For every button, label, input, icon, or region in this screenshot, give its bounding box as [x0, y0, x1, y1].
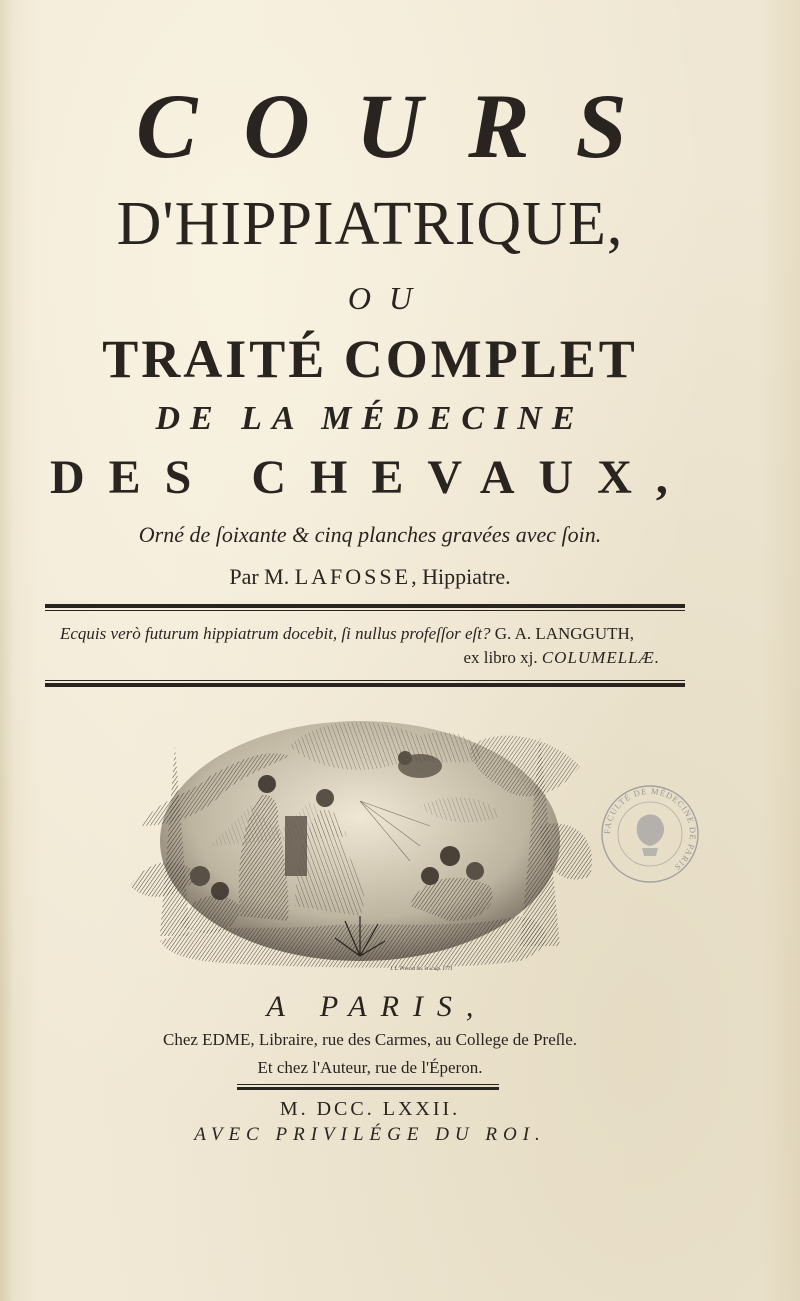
epigraph-attribution: G. A. LANGGUTH,: [494, 624, 635, 643]
author-name: LAFOSSE: [294, 564, 412, 589]
epigraph-source-prefix: ex libro xj.: [463, 648, 538, 667]
author-suffix: , Hippiatre.: [411, 564, 511, 589]
library-stamp-icon: [598, 782, 702, 886]
imprint-rule: [237, 1084, 499, 1090]
imprint-date: M. DCC. LXXII.: [279, 1098, 461, 1120]
author-line: [80, 564, 660, 590]
imprint-publisher: Chez EDME, Libraire, rue des Carmes, au College de Preſle.: [162, 1030, 577, 1049]
top-double-rule: [45, 604, 685, 612]
epigraph-source-name: COLUMELLÆ.: [541, 648, 660, 667]
epigraph-line-1: [60, 624, 680, 644]
imprint-privilege: AVEC PRIVILÉGE DU ROI.: [194, 1124, 546, 1145]
title-de-la-medecine: DE LA MÉDECINE: [155, 400, 585, 437]
stamp-text: FACULTÉ DE MÉDECINE DE PARIS: [601, 785, 699, 873]
subtitle: Orné de ſoixante & cinq planches gravées avec ſoin.: [138, 522, 602, 547]
vignette-signature: J. L. Prevost inv. et sculp. 1771: [390, 967, 453, 972]
title-des-chevaux: DES CHEVAUX,: [50, 451, 692, 504]
bottom-double-rule: [45, 680, 685, 688]
imprint-city: A PARIS,: [266, 990, 488, 1023]
imprint-author-address: Et chez l'Auteur, rue de l'Éperon.: [257, 1058, 483, 1077]
engraved-vignette-illustration: [120, 706, 600, 976]
title-hippiatrique: D'HIPPIATRIQUE,: [116, 190, 624, 258]
title-ou: OU: [347, 280, 431, 316]
author-prefix: Par M.: [229, 564, 290, 589]
title-cours: COURS: [136, 75, 673, 177]
epigraph-quote: Ecquis verò futurum hippiatrum docebit, ſi nullus profeſſor eſt?: [60, 624, 491, 643]
epigraph-line-2: [60, 648, 660, 668]
title-traite-complet: TRAITÉ COMPLET: [102, 329, 638, 389]
